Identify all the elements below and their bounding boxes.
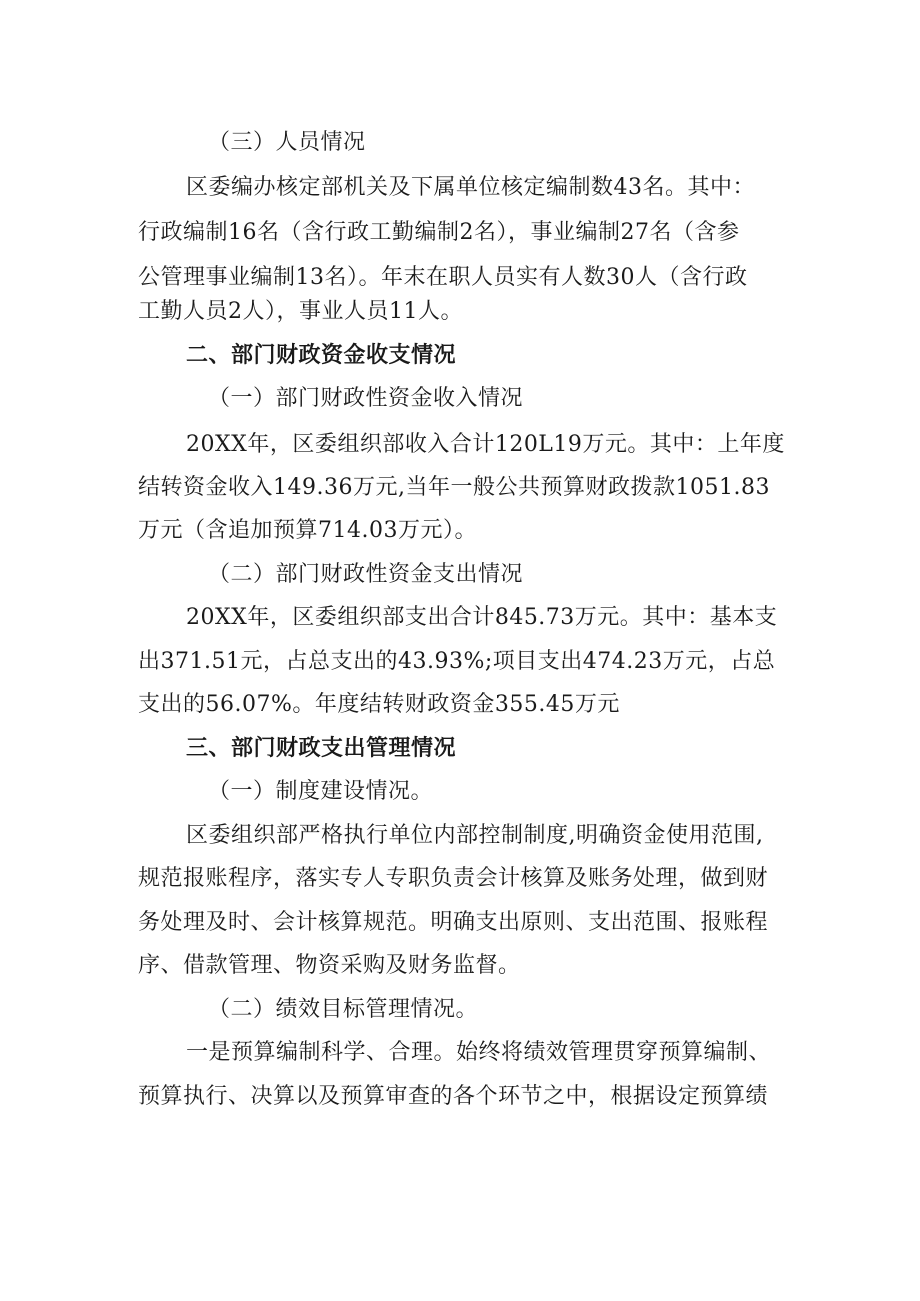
paragraph-line: 区委编办核定部机关及下属单位核定编制数43名。其中： [186,175,755,200]
paragraph-line: 规范报账程序，落实专人专职负责会计核算及账务处理，做到财 [138,866,769,891]
paragraph-line: 万元（含追加预算714.03万元）。 [138,518,477,543]
paragraph-line: 序、借款管理、物资采购及财务监督。 [138,953,521,978]
paragraph-line: 出371.51元，占总支出的43.93%;项目支出474.23万元，占总 [138,649,776,674]
paragraph-line: 区委组织部严格执行单位内部控制制度,明确资金使用范围, [186,823,764,848]
paragraph-line: 20XX年，区委组织部支出合计845.73万元。其中：基本支 [186,605,778,630]
subheading-expenditure: （二）部门财政性资金支出情况 [208,562,524,587]
subheading-personnel: （三）人员情况 [208,130,366,155]
section-heading-funds: 二、部门财政资金收支情况 [186,343,457,368]
section-heading-management: 三、部门财政支出管理情况 [186,736,457,761]
subheading-performance: （二）绩效目标管理情况。 [208,997,479,1022]
paragraph-line: 支出的56.07%。年度结转财政资金355.45万元 [138,692,620,717]
paragraph-line: 工勤人员2人），事业人员11人。 [138,299,463,324]
subheading-system: （一）制度建设情况。 [208,779,434,804]
paragraph-line: 结转资金收入149.36万元,当年一般公共预算财政拨款1051.83 [138,475,770,500]
paragraph-line: 一是预算编制科学、合理。始终将绩效管理贯穿预算编制、 [186,1040,772,1065]
paragraph-line: 公管理事业编制13名）。年末在职人员实有人数30人（含行政 [138,265,748,290]
paragraph-line: 20XX年，区委组织部收入合计120L19万元。其中：上年度 [186,432,785,457]
paragraph-line: 预算执行、决算以及预算审查的各个环节之中，根据设定预算绩 [138,1084,769,1109]
paragraph-line: 行政编制16名（含行政工勤编制2名），事业编制27名（含参 [138,220,740,245]
subheading-income: （一）部门财政性资金收入情况 [208,386,524,411]
paragraph-line: 务处理及时、会计核算规范。明确支出原则、支出范围、报账程 [138,910,769,935]
